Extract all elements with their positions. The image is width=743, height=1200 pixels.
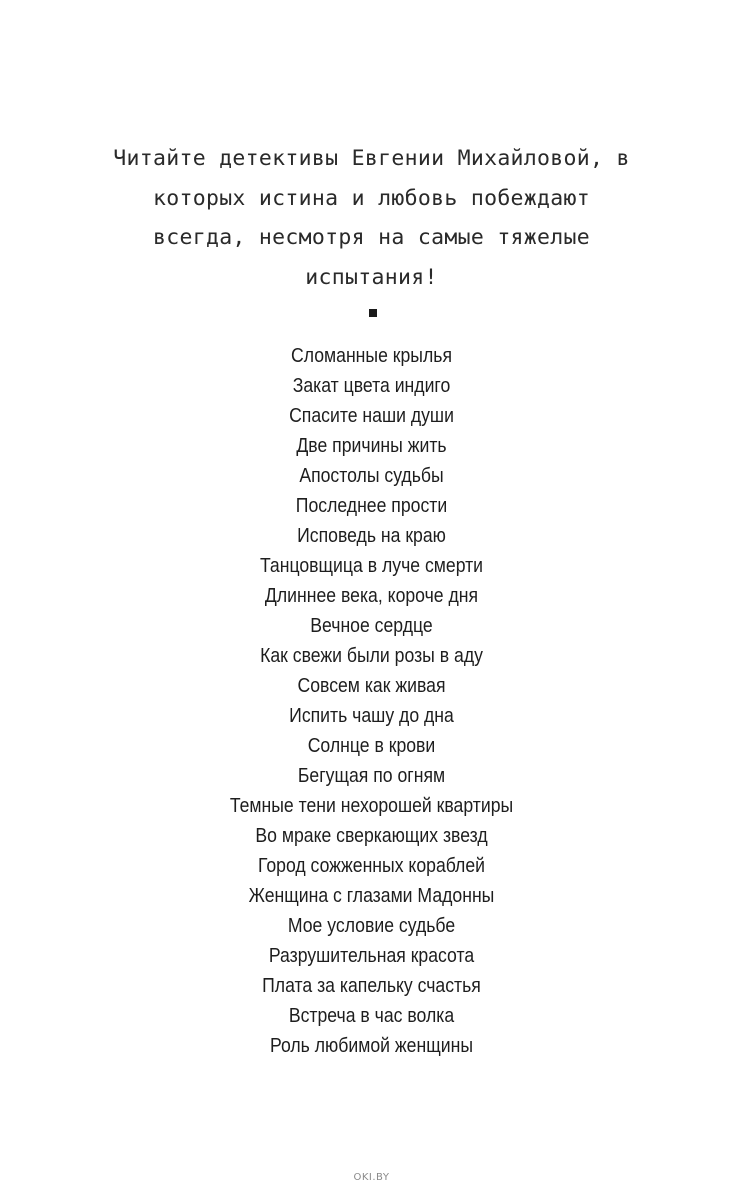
book-title: Бегущая по огням xyxy=(297,764,446,787)
book-titles-list xyxy=(120,341,623,1061)
book-title: Мое условие судьбе xyxy=(287,914,456,937)
separator-square-icon xyxy=(369,309,377,317)
book-title: Роль любимой женщины xyxy=(269,1034,473,1057)
intro-line: испытания! xyxy=(305,264,438,290)
book-title: Длиннее века, короче дня xyxy=(264,584,479,607)
book-title: Во мраке сверкающих звезд xyxy=(255,824,488,847)
book-title: Женщина с глазами Мадонны xyxy=(248,884,495,907)
book-title: Разрушительная красота xyxy=(268,944,475,967)
intro-line: всегда, несмотря на самые тяжелые xyxy=(152,225,591,250)
book-title: Встреча в час волка xyxy=(288,1004,455,1027)
book-title: Солнце в крови xyxy=(307,734,436,757)
book-title: Две причины жить xyxy=(296,434,447,457)
book-title: Как свежи были розы в аду xyxy=(260,644,483,667)
book-title: Исповедь на краю xyxy=(297,524,446,547)
book-title: Спасите наши души xyxy=(289,404,454,427)
book-title: Темные тени нехорошей квартиры xyxy=(229,794,514,817)
book-title: Сломанные крылья xyxy=(290,344,453,367)
book-title: Город сожженных кораблей xyxy=(257,854,486,877)
book-title: Вечное сердце xyxy=(310,614,433,637)
intro-line: которых истина и любовь побеждают xyxy=(152,185,591,211)
intro-paragraph xyxy=(110,139,633,297)
book-title: Испить чашу до дна xyxy=(289,704,454,727)
book-title: Апостолы судьбы xyxy=(299,464,444,487)
book-title: Плата за капельку счастья xyxy=(262,974,481,997)
site-watermark: OKI.BY xyxy=(353,1172,390,1183)
book-title: Последнее прости xyxy=(295,494,448,517)
book-title: Танцовщица в луче смерти xyxy=(259,554,484,577)
book-title: Закат цвета индиго xyxy=(292,374,451,397)
book-title: Совсем как живая xyxy=(297,674,446,697)
intro-line: Читайте детективы Евгении Михайловой, в xyxy=(113,146,630,171)
